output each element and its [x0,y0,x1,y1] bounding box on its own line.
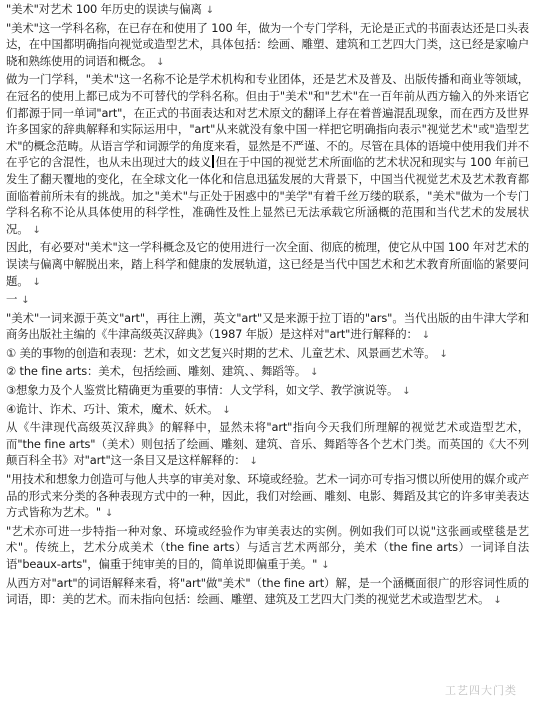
quote-2: "艺术亦可进一步特指一种对象、环境或经验作为审美表达的实例。例如我们可以说"这张画或壁毯是艺术"。传统上，艺术分成美术（the fine arts）与适言艺术两部分，美术（the fine arts）一词译自法语"beaux-arts"，偏重于纯审美的目的，简单说即偏重于美。" ↓ [6,523,529,571]
paragraph-3: 因此，有必要对"美术"这一学科概念及它的使用进行一次全面、彻底的梳理，使它从中国 100 年对艺术的误读与偏离中解脱出来，踏上科学和健康的发展轨道，这已经是当代中国艺术和艺术教育所面临的紧要问题。 ↓ [6,240,529,288]
paragraph-mark-icon: ↓ [105,508,114,520]
paragraph-mark-icon: ↓ [310,367,319,379]
paragraph-2[interactable]: 做为一门学科，"美术"这一名称不论是学术机构和专业团体，还是艺术及普及、出版传播和商业等领域，在冠名的使用上都已成为不可替代的学科名称。但由于"美术"和"艺术"在一百年前从西方输入的外来语它们都源于同一单词"art"，在正式的书面表达和对艺术原文的翻译上存在着普遍混乱现象，而在西方及世界许多国家的辞典解释和实际运用中，"art"从来就没有象中国一样把它明确指向表示"视觉艺术"或"造型艺术"的概念范畴。从语言学和词源学的角度来看，显然是不严谨、不的。尽管在具体的语境中使用我们并不在乎它的含混性，也从未出现过大的歧义 但在于中国的视觉艺术所面临的艺术状况和现实与 100 年前已发生了翻天覆地的变化，在全球文化一体化和信息迅猛发展的大背景下，中国当代视觉艺术及艺术教育都面临着前所未有的挑战。加之"美术"与正处于困惑中的"美学"有着千丝万缕的联系，"美术"做为一个专门学科名称不论从具体使用的科学性，准确性及性上显然已无法承载它所涵概的范围和当代艺术的发展状况。 ↓ [6,72,529,236]
paragraph-mark-icon: ↓ [249,456,258,468]
paragraph-mark-icon: ↓ [493,595,502,607]
quote-1: "用技术和想象力创造可与他人共享的审美对象、环境或经验。艺术一词亦可专指习惯以所使用的媒介或产品的形式来分类的各种表现方式中的一种，因此，我们对绘画、雕刻、电影、舞蹈及其它的许多审美表达方式皆称为艺术。" ↓ [6,472,529,520]
list-item-1: ① 美的事物的创造和表现：艺术，如文艺复兴时期的艺术、儿童艺术、风景画艺术等。 ↓ [6,345,448,360]
paragraph-mark-icon: ↓ [156,56,165,68]
paragraph-4: "美术"一词来源于英文"art"，再往上溯，英文"art"又是来源于拉丁语的"ars"。当代出版的由牛津大学和商务出版社主编的《牛津高级英汉辞典》（1987 年版）是这样对"art"进行解释的： ↓ [6,310,529,342]
paragraph-mark-icon: ↓ [402,386,411,398]
title-text: "美术"对艺术 100 年历史的误读与偏离 [6,2,202,16]
paragraph-mark-icon: ↓ [421,330,430,342]
text-cursor [212,155,214,168]
section-heading: 一 ↓ [6,292,30,307]
paragraph-6: 从西方对"art"的词语解释来看，将"art"做"美术"（the fine art）解，是一个涵概面很广的形容词性质的词语，即：美的艺术。而未指向包括：绘画、雕塑、建筑及工艺四大门类的视觉艺术或造型艺术。 ↓ [6,575,529,607]
paragraph-5: 从《牛津现代高级英汉辞典》的解释中，显然未将"art"指向今天我们所理解的视觉艺术或造型艺术，而"the fine arts"（美术）则包括了绘画、雕刻、建筑、音乐、舞蹈等各个艺术门类。而英国的《大不列颠百科全书》对"art"这一条目又是这样解释的： ↓ [6,420,529,468]
list-item-2: ② the fine arts：美术，包括绘画、雕刻、建筑、、舞蹈等。 ↓ [6,364,319,379]
document-title [6,1,529,20]
paragraph-mark-icon: ↓ [205,5,215,16]
paragraph-mark-icon: ↓ [439,348,448,360]
paragraph-1: "美术"这一学科名称，在已存在和使用了 100 年，做为一个专门学科，无论是正式的书面表达还是口头表达，在中国都明确指向视觉或造型艺术，具体包括：绘画、雕塑、建筑和工艺四大门类，这已经是家喻户晓和熟练使用的词语和概念。 ↓ [6,20,529,68]
paragraph-mark-icon: ↓ [21,295,30,307]
paragraph-mark-icon: ↓ [32,224,41,236]
paragraph-mark-icon: ↓ [321,560,330,571]
list-item-3: ③想象力及个人鉴赏比精确更为重要的事情：人文学科，如文学、教学演说等。 ↓ [6,383,411,398]
watermark: 工艺四大门类 [445,684,517,698]
list-item-4: ④诡计、诈术、巧计、策术，魔术、妖术。 ↓ [6,401,231,416]
paragraph-mark-icon: ↓ [222,404,231,416]
paragraph-mark-icon: ↓ [32,276,41,288]
